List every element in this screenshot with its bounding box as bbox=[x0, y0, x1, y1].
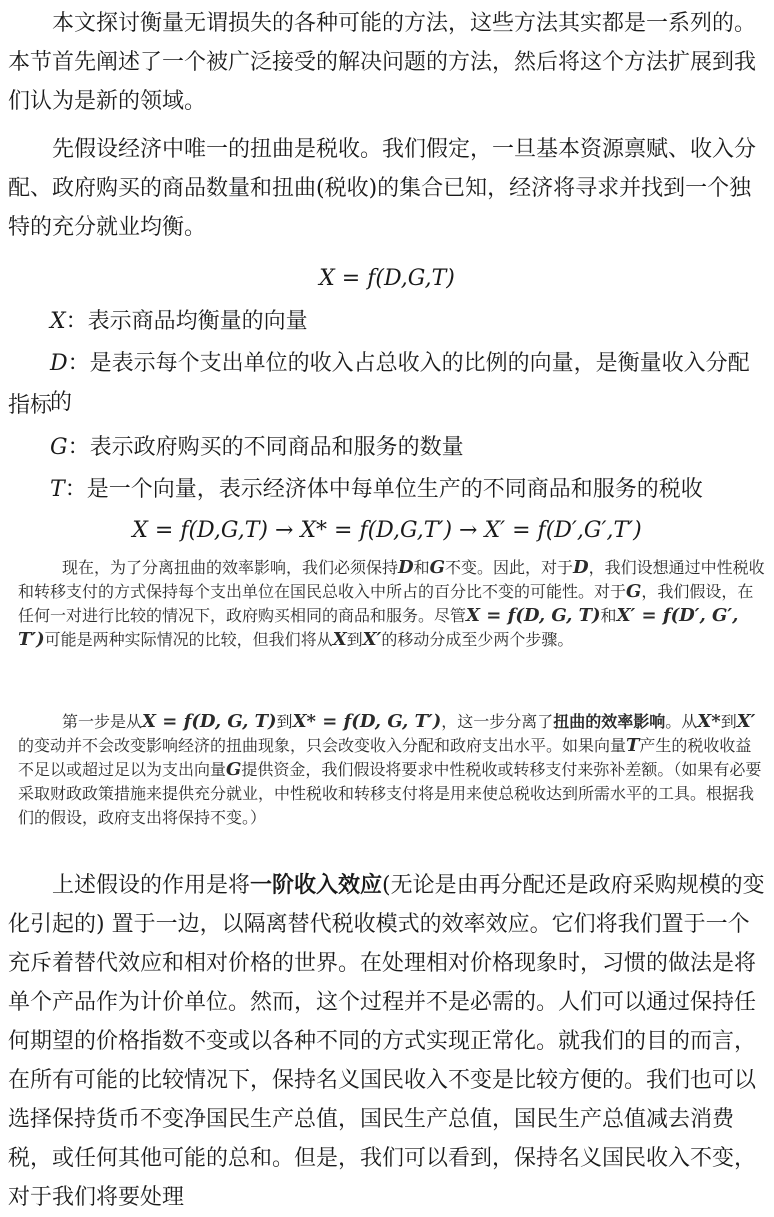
effects-paragraph: 上述假设的作用是将一阶收入效应(无论是由再分配还是政府采购规模的变化引起的) 置于一边，以隔离替代税收模式的效率效应。它们将我们置于一个充斥着替代效应和相对价格的世界。在处理相对价格现象时，习惯的做法是将单个产品作为计价单位。然而，这个过程并不是必需的。人们可以通过保持任何期望的价格指数不变或以各种不同的方式实现正常化。就我们的目的而言，在所有可能的比较情况下，保持名义国民收入不变是比较方便的。我们也可以选择保持货币不变净国民生产总值，国民生产总值，国民生产总值减去消费税，或任何其他可能的总和。但是，我们可以看到，保持名义国民收入不变，对于我们将要处理 bbox=[8, 872, 765, 1210]
definition-x: X：表示商品均衡量的向量 bbox=[50, 309, 308, 334]
definition-g: G：表示政府购买的不同商品和服务的数量 bbox=[50, 435, 464, 460]
equation-chain: X = f(D,G,T) → X* = f(D,G,T′) → X′ = f(D′,G′,T′) bbox=[132, 518, 642, 543]
definition-d: D：是表示每个支出单位的收入占总收入的比例的向量，是衡量收入分配的 bbox=[50, 351, 750, 415]
quoted-passage-2: 第一步是从X = f(D, G, T)到X* = f(D, G, T′)，这一步分离了扭曲的效率影响。从X*到X′的变动并不会改变影响经济的扭曲现象，只会改变收入分配和政府支出水平。如果向量T产生的税收收益不足以或超过足以为支出向量G提供资金，我们假设将要求中性税收或转移支付来弥补差额。（如果有必要采取财政政策措施来提供充分就业，中性税收和转移支付将是用来使总税收达到所需水平的工具。根据我们的假设，政府支出将保持不变。） bbox=[18, 711, 762, 827]
intro-paragraph: 本文探讨衡量无谓损失的各种可能的方法，这些方法其实都是一系列的。本节首先阐述了一个被广泛接受的解决问题的方法，然后将这个方法扩展到我们认为是新的领域。 bbox=[8, 11, 757, 114]
definition-t: T：是一个向量，表示经济体中每单位生产的不同商品和服务的税收 bbox=[50, 477, 703, 502]
assumption-paragraph: 先假设经济中唯一的扭曲是税收。我们假定，一旦基本资源禀赋、收入分配、政府购买的商品数量和扭曲(税收)的集合已知，经济将寻求并找到一个独特的充分就业均衡。 bbox=[8, 137, 757, 240]
equation-main: X = f(D,G,T) bbox=[319, 266, 455, 291]
quoted-passage-1: 现在，为了分离扭曲的效率影响，我们必须保持D和G不变。因此，对于D，我们设想通过中性税收和转移支付的方式保持每个支出单位在国民总收入中所占的百分比不变的可能性。对于G，我们假设，在任何一对进行比较的情况下，政府购买相同的商品和服务。尽管X = f(D, G, T)和X′ = f(D′, G′, T′)可能是两种实际情况的比较，但我们将从X到X′的移动分成至少两个步骤。 bbox=[18, 557, 765, 650]
definition-d-cont: 指标 bbox=[8, 393, 53, 418]
